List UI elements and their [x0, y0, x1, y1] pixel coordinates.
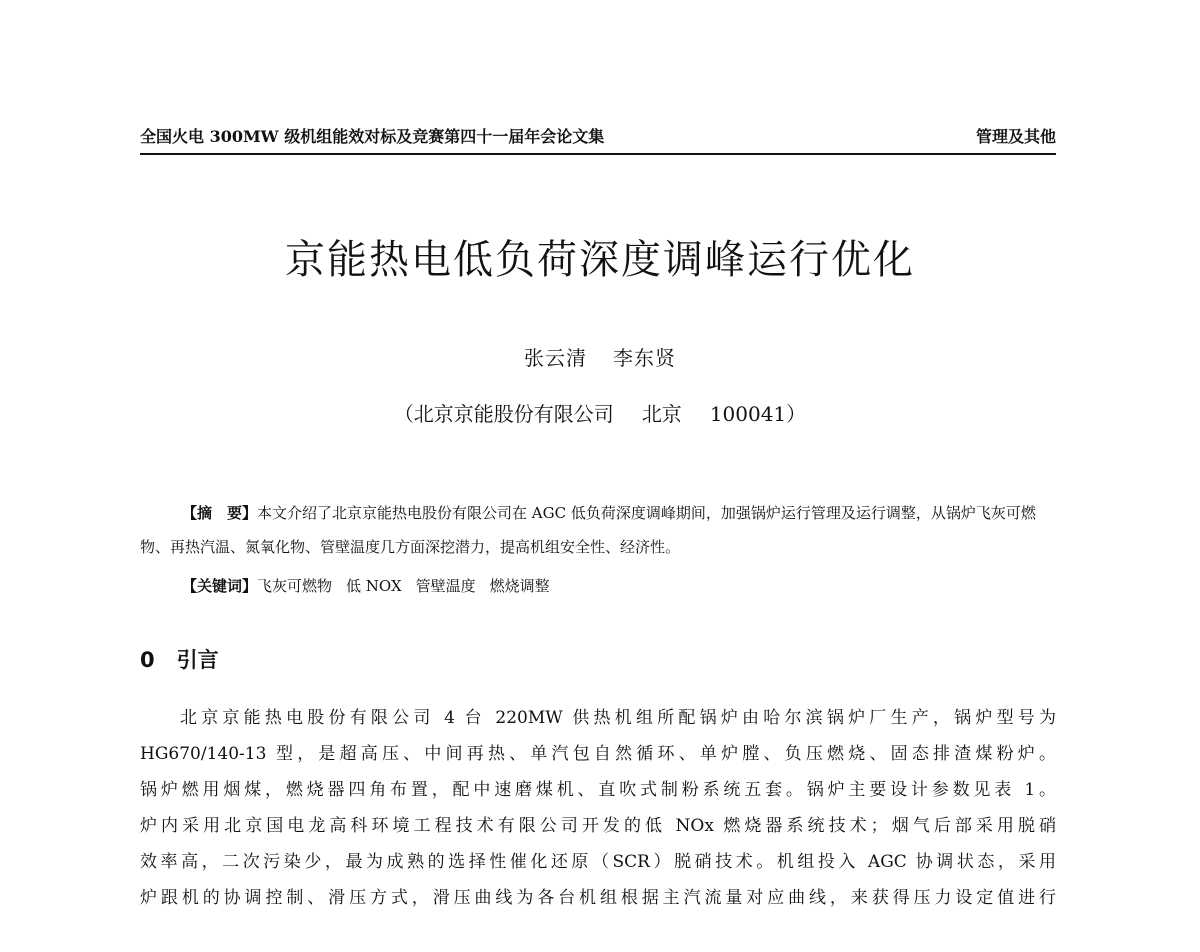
section-heading — [140, 644, 219, 674]
abstract — [140, 496, 1056, 564]
body-paragraph — [140, 700, 1056, 916]
section-title: 引言 — [176, 648, 219, 672]
keyword: 低 NOX — [346, 577, 402, 595]
body-line: HG670/140-13 型，是超高压、中间再热、单汽包自然循环、单炉膛、负压燃烧、固态排渣煤粉炉。 — [140, 744, 1056, 764]
body-line: 效率高，二次污染少，最为成熟的选择性催化还原（SCR）脱硝技术。机组投入 AGC 协调状态，采用 — [140, 852, 1056, 872]
affiliation-postcode: 100041） — [709, 402, 807, 426]
affiliation-company: （北京京能股份有限公司 — [393, 402, 614, 426]
abstract-text: 本文介绍了北京京能热电股份有限公司在 AGC 低负荷深度调峰期间，加强锅炉运行管理及运行调整，从锅炉飞灰可燃物、再热汽温、氮氧化物、管壁温度几方面深挖潜力，提高机组安全性、经济性。 — [140, 504, 1036, 556]
body-line: 锅炉燃用烟煤，燃烧器四角布置，配中速磨煤机、直吹式制粉系统五套。锅炉主要设计参数见表 1。 — [140, 780, 1056, 800]
section-number: 0 — [140, 648, 155, 672]
affiliation — [0, 398, 1200, 427]
paper-title: 京能热电低负荷深度调峰运行优化 — [285, 237, 915, 283]
keywords-label: 【关键词】 — [182, 577, 258, 595]
body-line: 炉内采用北京国电龙高科环境工程技术有限公司开发的低 NOx 燃烧器系统技术；烟气后部采用脱硝 — [140, 816, 1056, 836]
abstract-label: 【摘 要】 — [182, 504, 258, 522]
header-journal-title: 全国火电 300MW 级机组能效对标及竞赛第四十一届年会论文集 — [140, 127, 605, 146]
affiliation-city: 北京 — [641, 402, 682, 426]
keyword: 飞灰可燃物 — [257, 577, 333, 595]
keywords — [182, 572, 1056, 600]
running-header — [140, 124, 1056, 155]
header-section-name: 管理及其他 — [975, 127, 1056, 146]
author-name: 张云清 — [524, 346, 587, 370]
body-line: 炉跟机的协调控制、滑压方式，滑压曲线为各台机组根据主汽流量对应曲线，来获得压力设定值进行 — [140, 888, 1056, 908]
keyword: 管壁温度 — [415, 577, 476, 595]
author-list — [0, 342, 1200, 371]
keyword: 燃烧调整 — [489, 577, 550, 595]
author-name: 李东贤 — [613, 346, 676, 370]
body-line: 北京京能热电股份有限公司 4 台 220MW 供热机组所配锅炉由哈尔滨锅炉厂生产，锅炉型号为 — [180, 708, 1056, 728]
